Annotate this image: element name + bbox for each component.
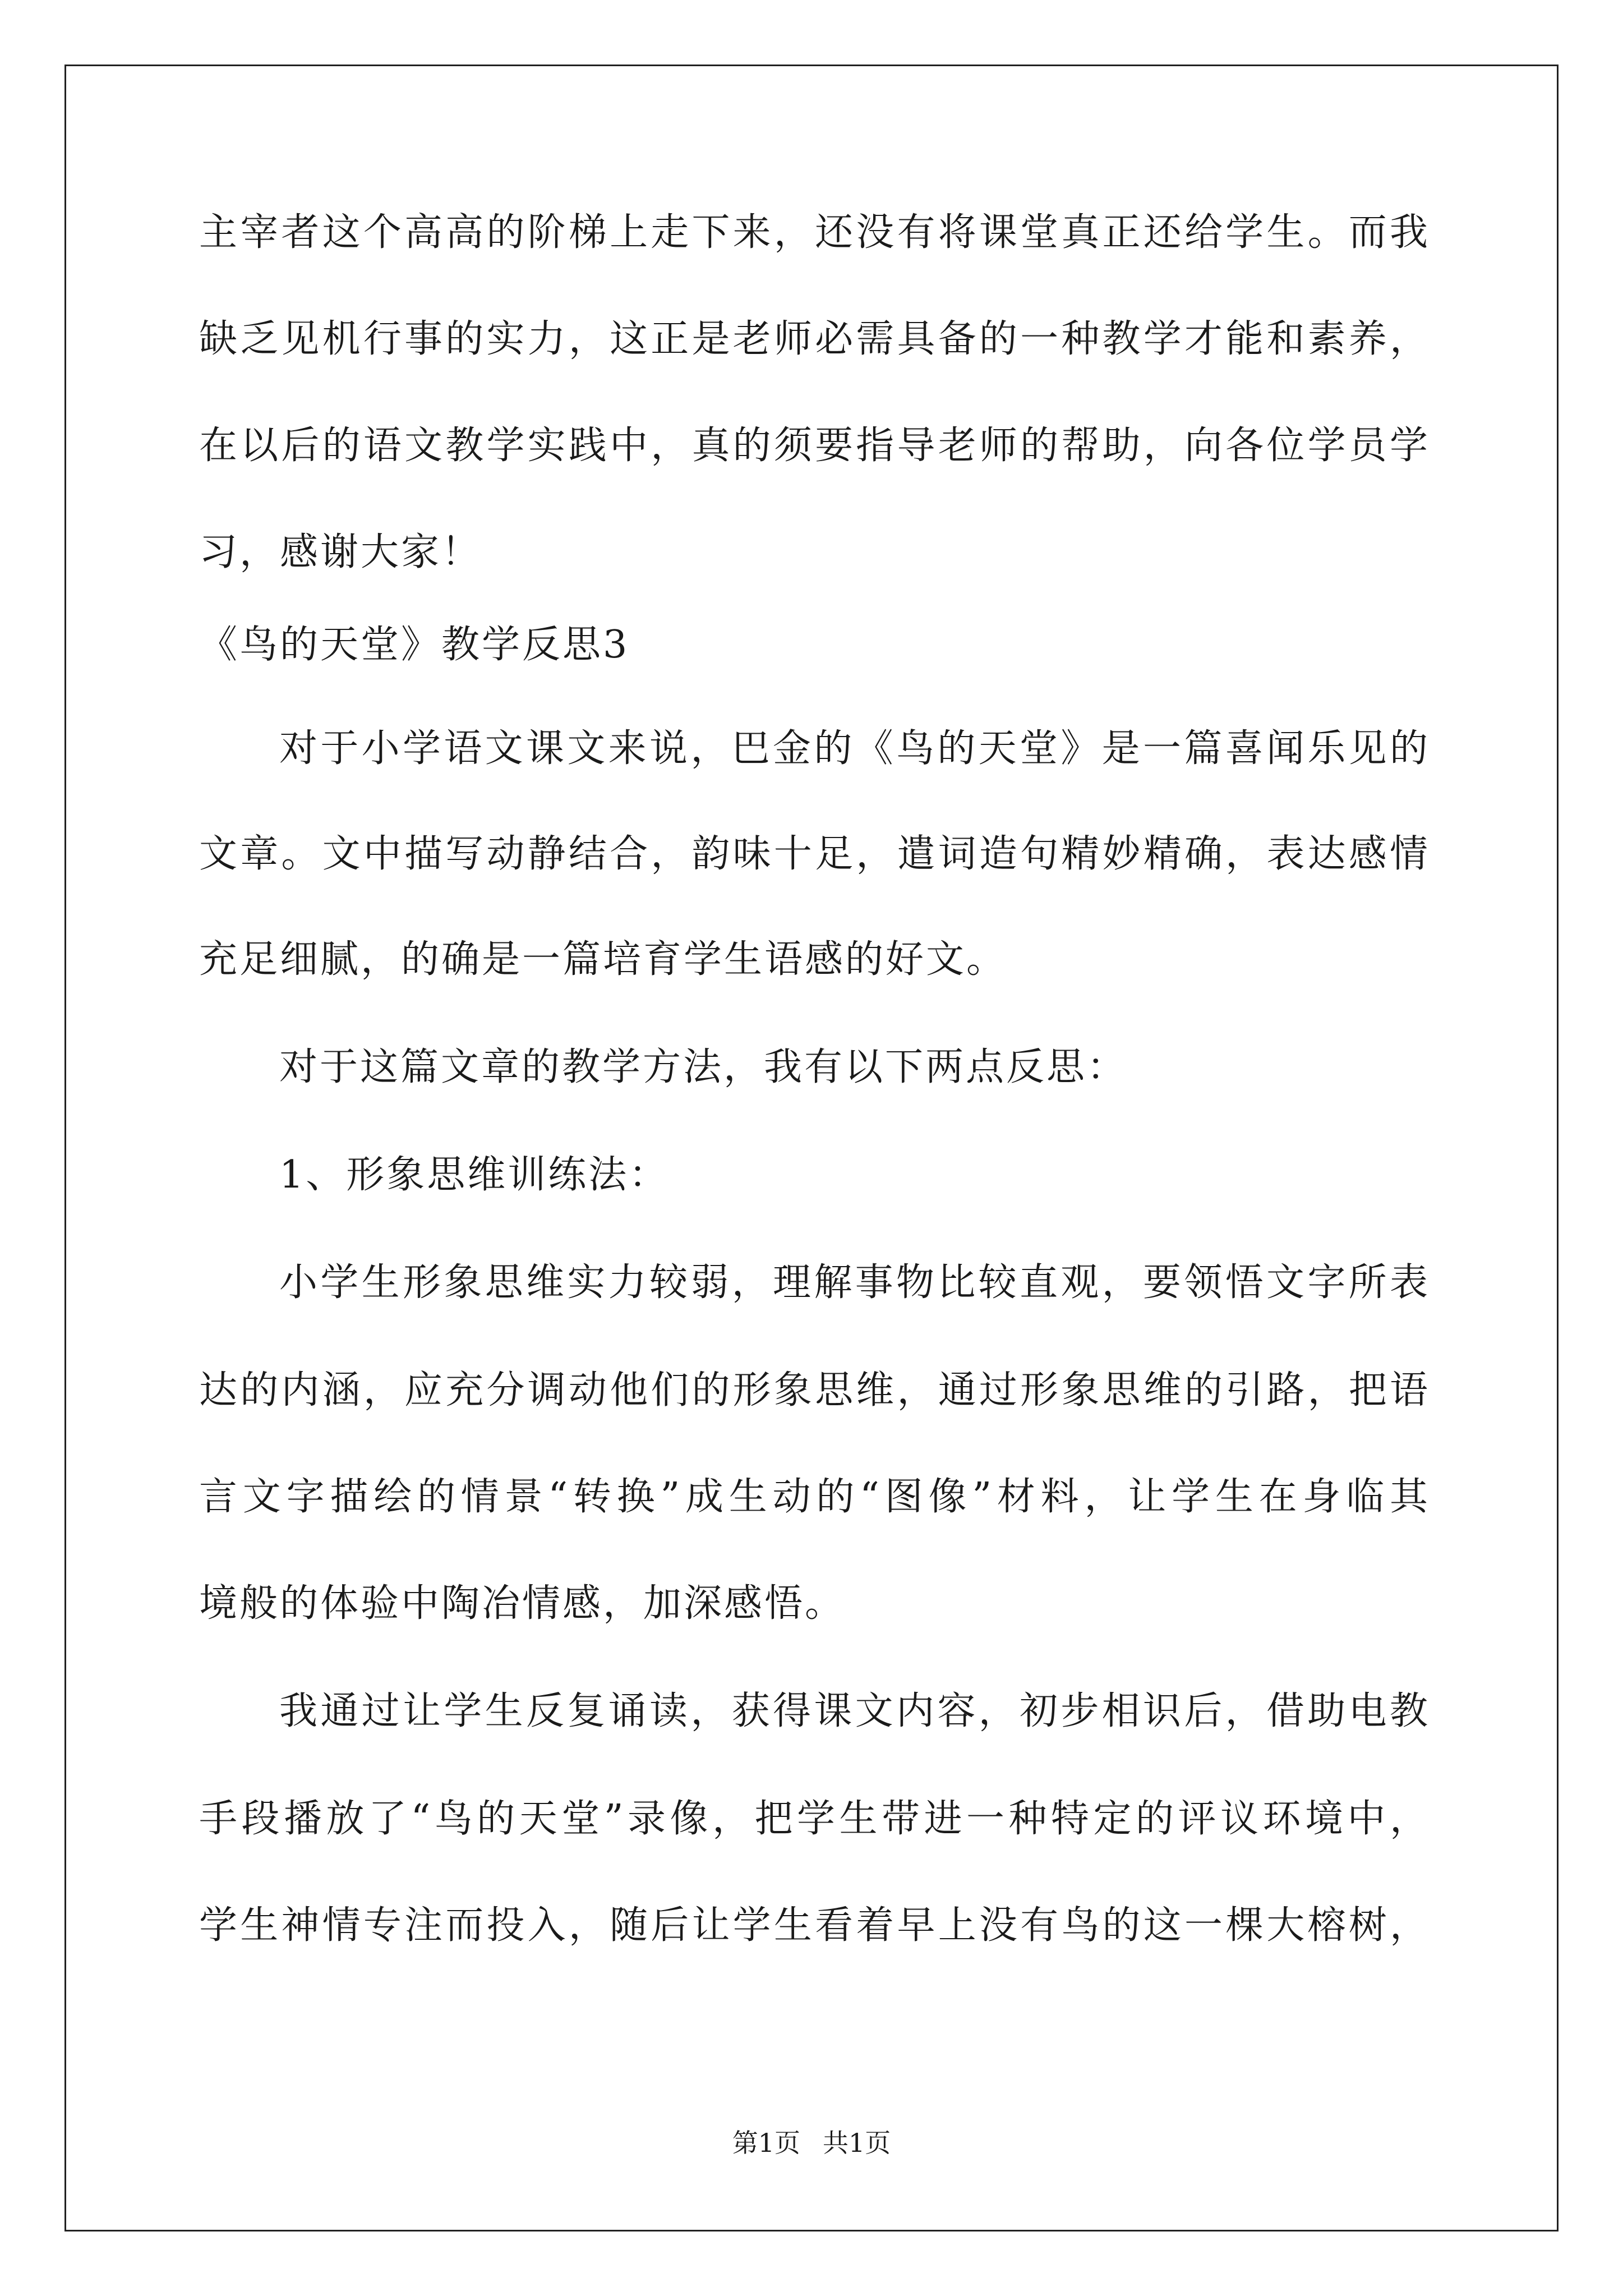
text-line: 充足细腻，的确是一篇培育学生语感的好文。	[199, 937, 1007, 982]
list-item-heading: 1、形象思维训练法：	[279, 1153, 670, 1197]
text-line: 对于这篇文章的教学方法，我有以下两点反思：	[279, 1045, 1128, 1089]
text-line: 主宰者这个高高的阶梯上走下来，还没有将课堂真正还给学生。而我	[199, 210, 1430, 255]
text-line: 达的内涵，应充分调动他们的形象思维，通过形象思维的引路，把语	[199, 1368, 1430, 1412]
text-line: 境般的体验中陶冶情感，加深感悟。	[199, 1581, 846, 1626]
text-line: 手段播放了“鸟的天堂”录像，把学生带进一种特定的评议环境中，	[199, 1797, 1430, 1841]
text-line: 缺乏见机行事的实力，这正是老师必需具备的一种教学才能和素养，	[199, 317, 1430, 361]
text-line: 学生神情专注而投入，随后让学生看着早上没有鸟的这一棵大榕树，	[199, 1903, 1430, 1948]
text-line: 小学生形象思维实力较弱，理解事物比较直观，要领悟文字所表	[279, 1260, 1430, 1305]
page-footer	[0, 2126, 1623, 2160]
text-line: 在以后的语文教学实践中，真的须要指导老师的帮助，向各位学员学	[199, 424, 1430, 468]
text-line: 文章。文中描写动静结合，韵味十足，遣词造句精妙精确，表达感情	[199, 832, 1430, 876]
section-title: 《鸟的天堂》教学反思3	[199, 623, 630, 667]
text-line: 言文字描绘的情景“转换”成生动的“图像”材料，让学生在身临其	[199, 1475, 1430, 1519]
text-line: 习，感谢大家！	[199, 530, 482, 574]
text-line: 对于小学语文课文来说，巴金的《鸟的天堂》是一篇喜闻乐见的	[279, 726, 1430, 771]
page-total: 共1页	[823, 2128, 891, 2158]
text-line: 我通过让学生反复诵读，获得课文内容，初步相识后，借助电教	[279, 1689, 1430, 1733]
page-number: 第1页	[732, 2128, 800, 2158]
